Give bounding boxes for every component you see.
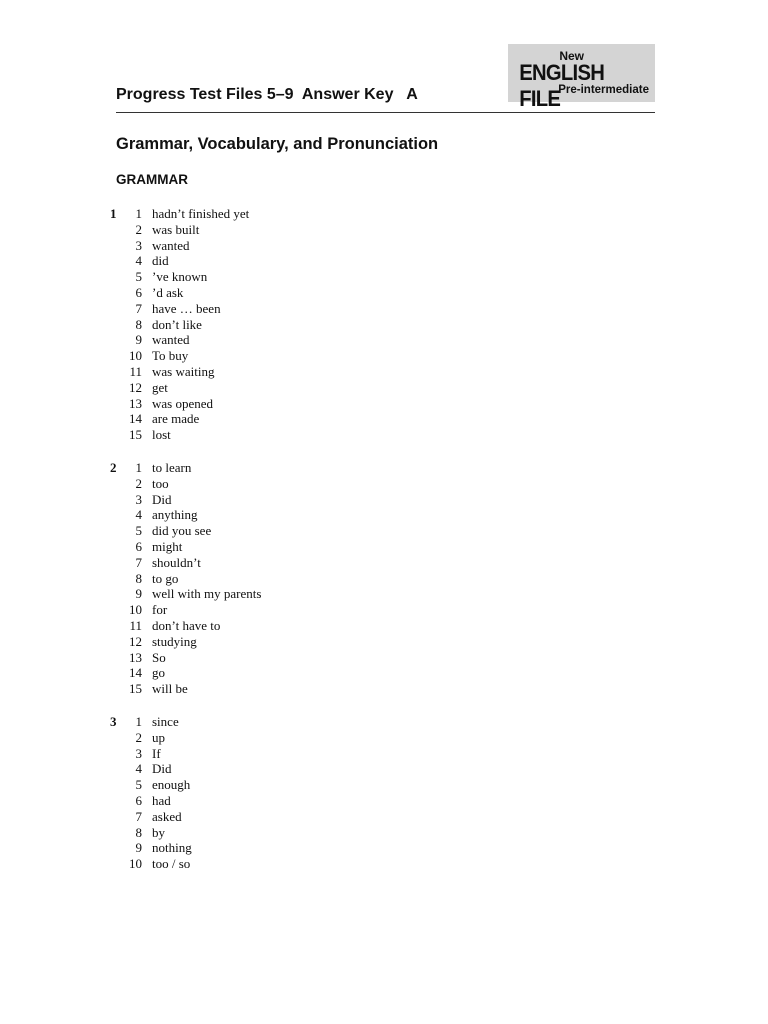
item-answer: hadn’t finished yet bbox=[152, 206, 250, 221]
item-answer: too bbox=[152, 475, 169, 491]
item-answer: go bbox=[152, 665, 165, 681]
item-answer: to learn bbox=[152, 460, 192, 475]
item-number: 10 bbox=[129, 602, 142, 618]
item-number: 9 bbox=[135, 840, 142, 856]
item-answer: was opened bbox=[152, 395, 214, 411]
item-answer: up bbox=[152, 729, 165, 745]
item-answer: did bbox=[152, 253, 169, 269]
item-answer: studying bbox=[152, 633, 197, 649]
item-number: 14 bbox=[129, 411, 142, 427]
item-number: 7 bbox=[135, 300, 142, 316]
item-answer: shouldn’t bbox=[152, 554, 201, 570]
item-number: 2 bbox=[135, 475, 142, 491]
item-answer: get bbox=[152, 379, 168, 395]
item-answer: since bbox=[152, 714, 179, 729]
item-number: 14 bbox=[129, 665, 142, 681]
item-number: 15 bbox=[129, 427, 142, 443]
logo-brand: ENGLISH FILE bbox=[519, 60, 605, 111]
item-number: 6 bbox=[135, 538, 142, 554]
item-number: 4 bbox=[135, 507, 142, 523]
item-answer: So bbox=[152, 649, 166, 665]
exercise-number: 2 bbox=[110, 460, 117, 475]
item-answer: ’ve known bbox=[152, 269, 208, 285]
item-answer: don’t like bbox=[152, 316, 202, 332]
item-answer: lost bbox=[152, 427, 171, 443]
item-answer: might bbox=[152, 538, 183, 554]
item-answer: asked bbox=[152, 808, 182, 824]
item-answer: Did bbox=[152, 761, 172, 777]
item-number: 8 bbox=[135, 570, 142, 586]
item-number: 5 bbox=[135, 523, 142, 539]
header-divider bbox=[116, 112, 655, 113]
item-number: 13 bbox=[129, 649, 142, 665]
item-number: 8 bbox=[135, 824, 142, 840]
item-number: 12 bbox=[129, 633, 142, 649]
item-number: 2 bbox=[135, 221, 142, 237]
item-answer: too / so bbox=[152, 856, 191, 872]
item-number: 4 bbox=[135, 253, 142, 269]
item-answer: nothing bbox=[152, 840, 192, 856]
item-number: 1 bbox=[135, 206, 142, 221]
item-answer: was built bbox=[152, 221, 200, 237]
item-answer: wanted bbox=[152, 332, 190, 348]
item-answer: for bbox=[152, 602, 168, 618]
item-number: 7 bbox=[135, 554, 142, 570]
logo-new-label: New bbox=[559, 49, 584, 63]
item-number: 6 bbox=[135, 284, 142, 300]
item-number: 10 bbox=[129, 856, 142, 872]
exercise-number: 1 bbox=[110, 206, 117, 221]
item-number: 11 bbox=[129, 617, 142, 633]
item-number: 5 bbox=[135, 777, 142, 793]
item-number: 1 bbox=[135, 460, 142, 475]
item-number: 9 bbox=[135, 586, 142, 602]
item-number: 4 bbox=[135, 761, 142, 777]
item-number: 2 bbox=[135, 729, 142, 745]
item-number: 13 bbox=[129, 395, 142, 411]
item-number: 12 bbox=[129, 379, 142, 395]
item-number: 5 bbox=[135, 269, 142, 285]
item-answer: will be bbox=[152, 681, 188, 697]
item-answer: don’t have to bbox=[152, 617, 221, 633]
item-number: 11 bbox=[129, 363, 142, 379]
item-number: 9 bbox=[135, 332, 142, 348]
item-number: 7 bbox=[135, 808, 142, 824]
item-answer: was waiting bbox=[152, 363, 215, 379]
item-number: 8 bbox=[135, 316, 142, 332]
item-number: 3 bbox=[135, 491, 142, 507]
section-title: Grammar, Vocabulary, and Pronunciation bbox=[116, 135, 439, 153]
item-answer: well with my parents bbox=[152, 586, 262, 602]
item-answer: did you see bbox=[152, 523, 212, 539]
item-answer: by bbox=[152, 824, 165, 840]
item-answer: to go bbox=[152, 570, 179, 586]
page-title: Progress Test Files 5–9 Answer Key A bbox=[116, 86, 418, 103]
exercise-number: 3 bbox=[110, 714, 117, 729]
item-number: 15 bbox=[129, 681, 142, 697]
section-subtitle: GRAMMAR bbox=[116, 172, 188, 187]
item-number: 3 bbox=[135, 237, 142, 253]
item-number: 6 bbox=[135, 792, 142, 808]
item-answer: ’d ask bbox=[152, 284, 184, 300]
item-answer: enough bbox=[152, 777, 191, 793]
item-number: 1 bbox=[135, 714, 142, 729]
item-answer: To buy bbox=[152, 348, 189, 364]
item-answer: If bbox=[152, 745, 161, 761]
item-answer: Did bbox=[152, 491, 172, 507]
item-answer: anything bbox=[152, 507, 198, 523]
item-number: 3 bbox=[135, 745, 142, 761]
item-answer: are made bbox=[152, 411, 200, 427]
item-answer: wanted bbox=[152, 237, 190, 253]
item-number: 10 bbox=[129, 348, 142, 364]
english-file-logo bbox=[508, 44, 655, 111]
logo-level: Pre-intermediate bbox=[558, 84, 649, 96]
item-answer: had bbox=[152, 792, 171, 808]
item-answer: have … been bbox=[152, 300, 221, 316]
